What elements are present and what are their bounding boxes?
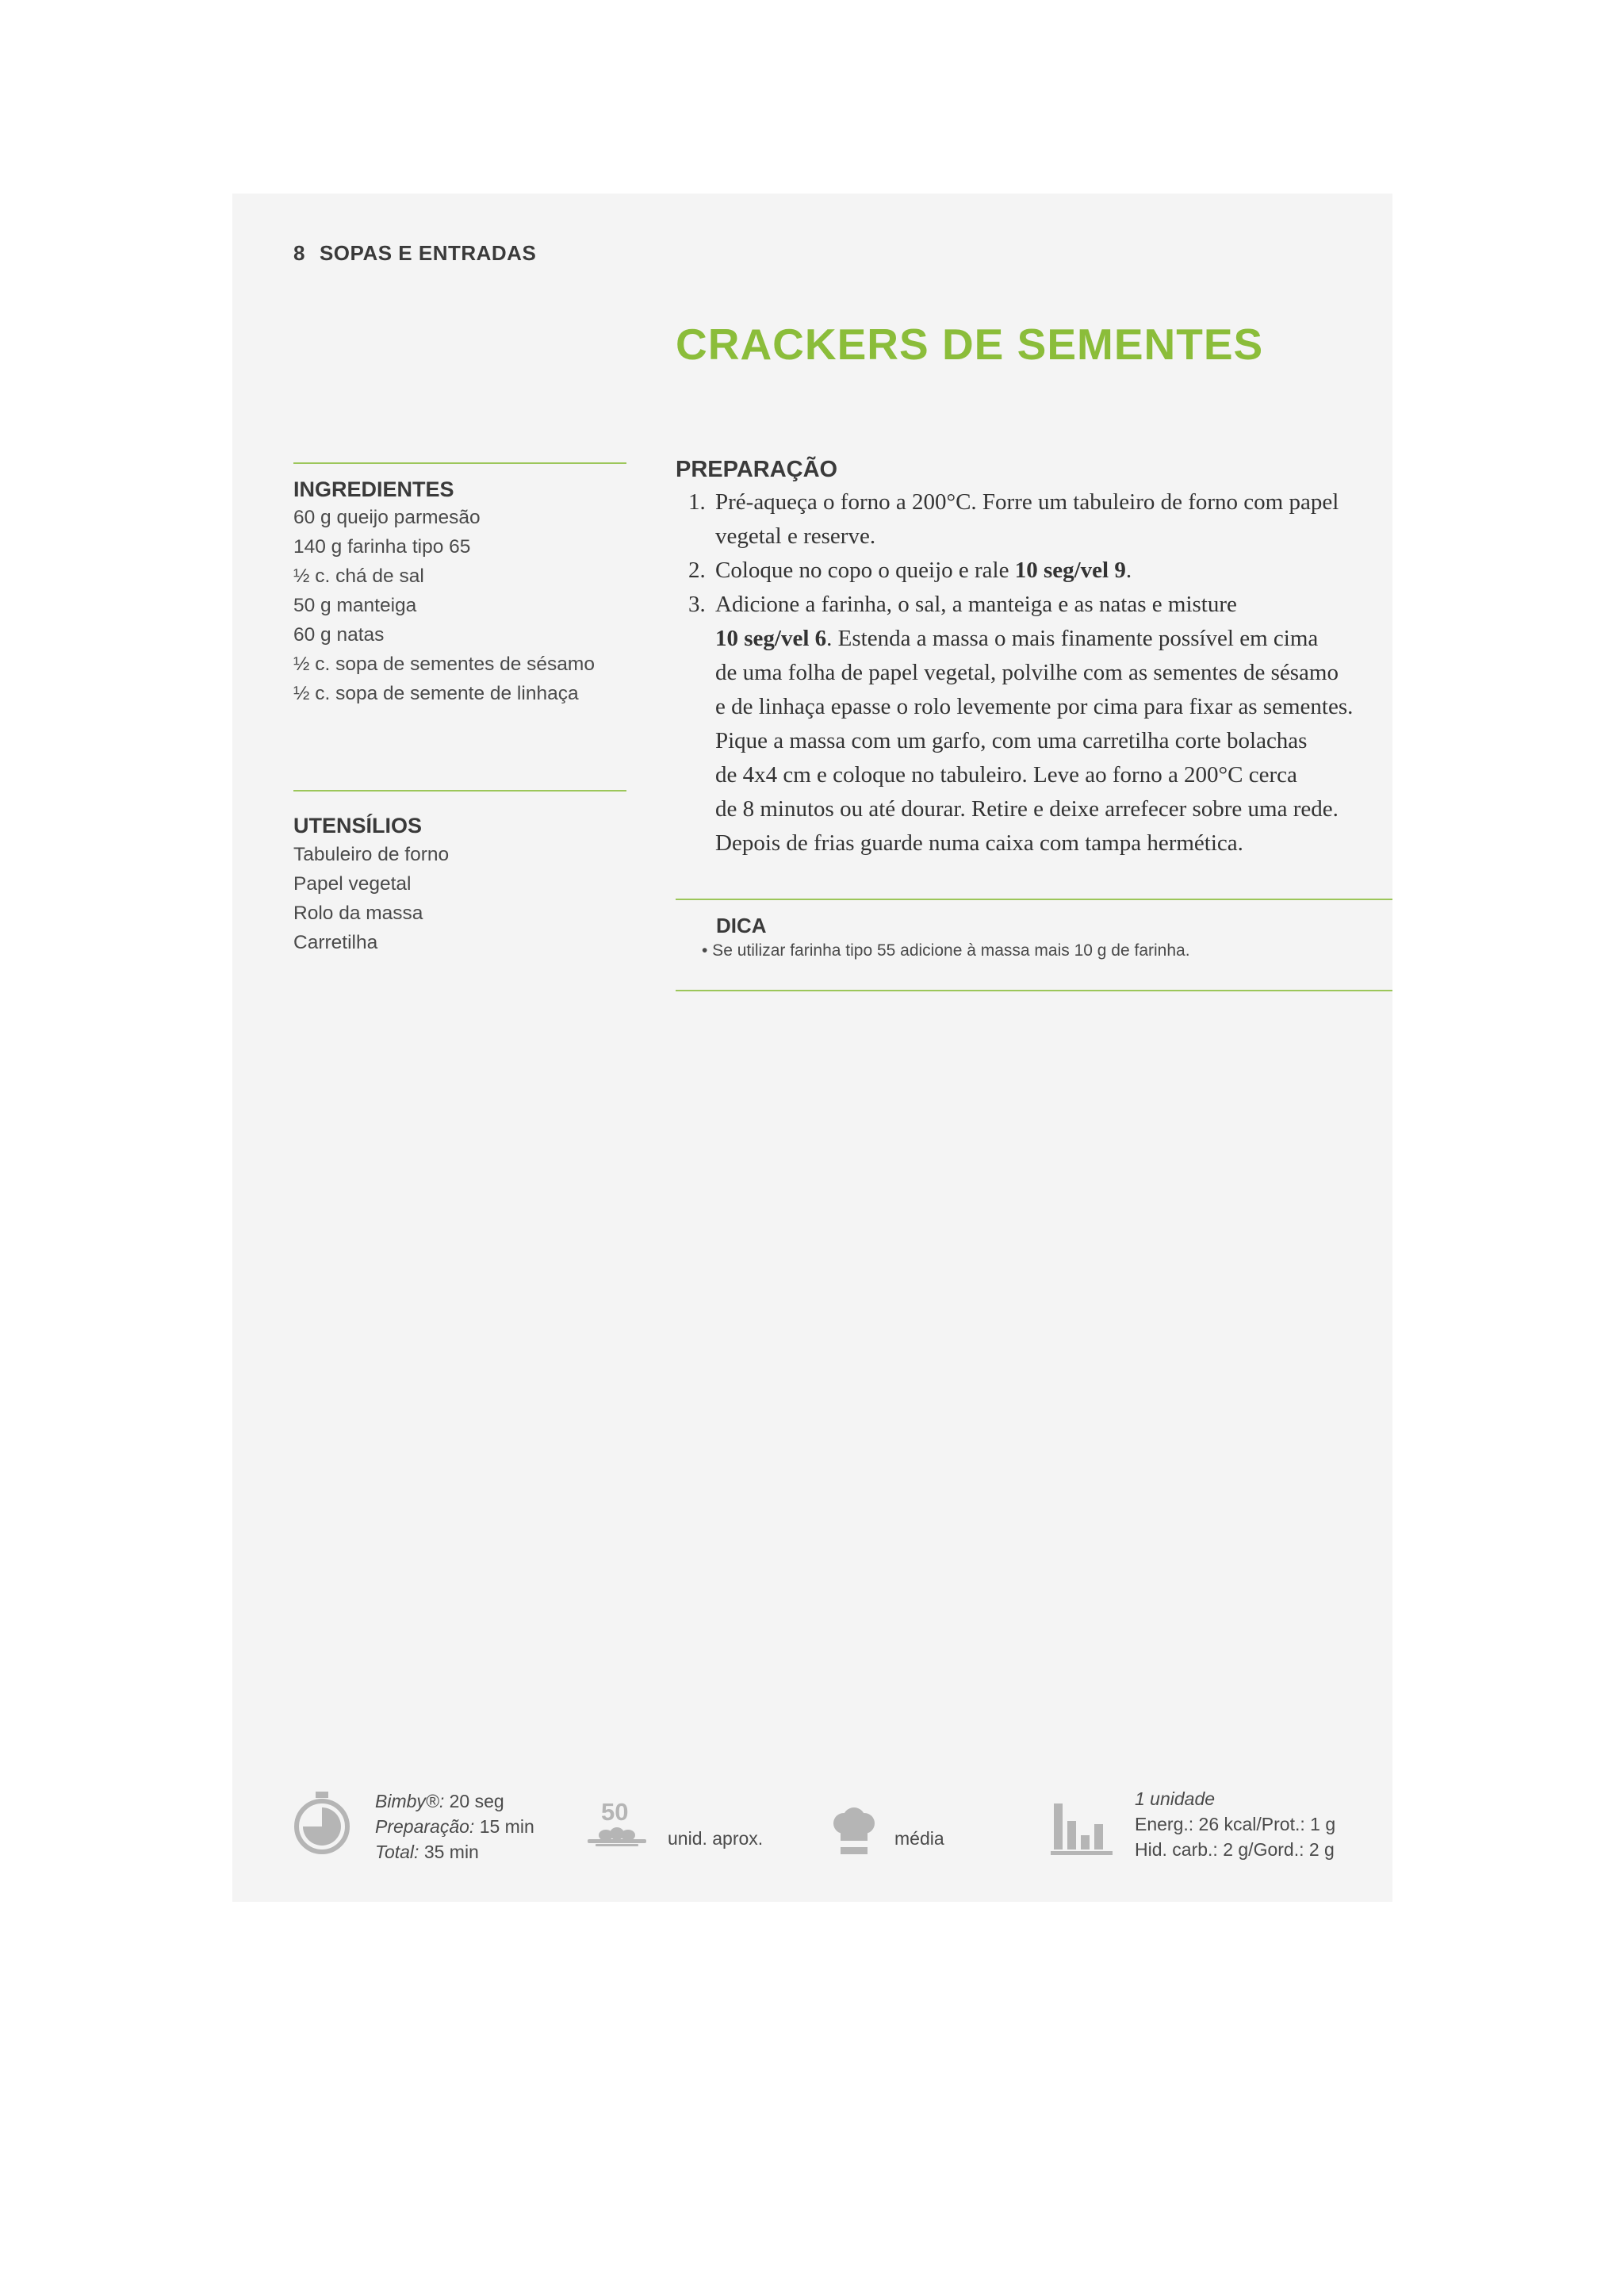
ingredients-rule [293,462,626,464]
times-block [375,1788,534,1865]
step-line: Pique a massa com um garfo, com uma carretilha corte bolachas [715,728,1308,753]
nutrition-block [1135,1786,1335,1862]
time-preparation: Preparação: 15 min [375,1816,534,1837]
preparation-steps [676,485,1389,861]
time-total: Total: 35 min [375,1842,479,1862]
running-head [293,241,536,266]
ingredient-item: 50 g manteiga [293,595,417,616]
step-line: e de linhaça epasse o rolo levemente por cima para fixar as sementes. [715,694,1354,719]
ingredient-item: 60 g natas [293,624,385,646]
step-line [715,622,1389,656]
step-text: . Estenda a massa o mais finamente possível em cima [826,626,1319,651]
tip-heading: DICA [716,914,767,937]
step-number: 2. [688,558,706,583]
ingredient-item: ½ c. sopa de sementes de sésamo [293,654,595,675]
utensils-list [293,840,449,957]
chef-hat-icon [830,1807,878,1858]
step-line: de 4x4 cm e coloque no tabuleiro. Leve ao forno a 200°C cerca [715,762,1297,788]
step-2 [676,554,1389,588]
timer-icon [293,1792,350,1855]
recipe-footer [232,194,1392,1902]
step-line: de 8 minutos ou até dourar. Retire e deixe arrefecer sobre uma rede. [715,796,1339,822]
tip-rule-top [676,899,1392,900]
nutrition-line-1: Energ.: 26 kcal/Prot.: 1 g [1135,1814,1336,1834]
utensil-item: Papel vegetal [293,873,412,895]
plate-icon [586,1826,648,1848]
step-number: 3. [688,592,706,617]
recipe-title: CRACKERS DE SEMENTES [676,320,1264,369]
step-text: Coloque no copo o queijo e rale [715,558,1015,583]
utensil-item: Carretilha [293,932,378,953]
step-line: Depois de frias guarde numa caixa com tampa hermética. [715,830,1243,856]
ingredient-item: 60 g queijo parmesão [293,507,481,528]
time-bimby: Bimby®: 20 seg [375,1791,504,1811]
utensil-item: Tabuleiro de forno [293,844,450,865]
step-text: . [1125,558,1132,583]
nutrition-line-2: Hid. carb.: 2 g/Gord.: 2 g [1135,1839,1335,1860]
step-line [715,554,1389,588]
step-number: 1. [688,489,706,515]
ingredient-item: ½ c. sopa de semente de linhaça [293,683,579,704]
step-3 [676,588,1389,861]
preparation-heading: PREPARAÇÃO [676,457,838,482]
step-line: de uma folha de papel vegetal, polvilhe com as sementes de sésamo [715,660,1339,685]
difficulty-label: média [894,1828,944,1849]
utensil-item: Rolo da massa [293,903,423,924]
step-line: vegetal e reserve. [715,523,876,549]
page-number: 8 [293,241,305,265]
ingredients-list [293,503,595,708]
step-line: Pré-aqueça o forno a 200°C. Forre um tabuleiro de forno com papel [715,489,1339,515]
step-setting: 10 seg/vel 9 [1014,558,1126,583]
yield-label: unid. aprox. [668,1828,764,1849]
ingredients-heading: INGREDIENTES [293,477,454,501]
page-sheet [232,194,1392,1902]
step-setting: 10 seg/vel 6 [715,626,827,651]
step-1 [676,485,1389,554]
tip-rule-bottom [676,990,1392,991]
step-line: Adicione a farinha, o sal, a manteiga e as natas e misture [715,592,1237,617]
section-name: SOPAS E ENTRADAS [319,241,537,265]
yield-number: 50 [601,1798,629,1826]
ingredient-item: ½ c. chá de sal [293,565,424,587]
tip-text: • Se utilizar farinha tipo 55 adicione à massa mais 10 g de farinha. [702,941,1190,960]
utensils-rule [293,790,626,792]
ingredient-item: 140 g farinha tipo 65 [293,536,471,558]
utensils-heading: UTENSÍLIOS [293,814,423,838]
nutrition-unit: 1 unidade [1135,1788,1216,1809]
nutrition-chart-icon [1051,1803,1113,1856]
